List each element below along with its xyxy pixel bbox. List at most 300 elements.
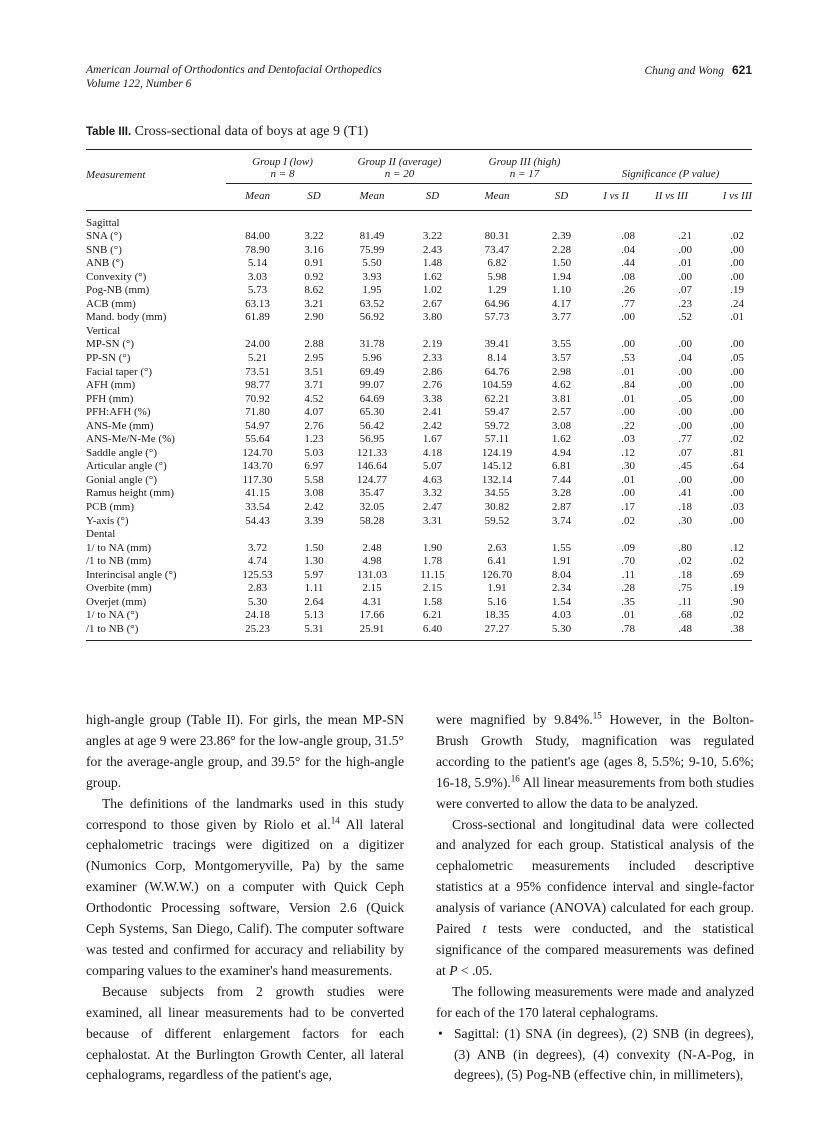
p-value-cell: .00 (621, 311, 636, 324)
value-cell: 98.77 (245, 379, 270, 392)
value-cell: 1.90 (422, 541, 443, 554)
group-header-1: Group I (low) n = 8 (226, 150, 339, 184)
value-cell: 33.54 (245, 501, 270, 514)
value-cell: 4.74 (247, 555, 268, 568)
value-cell: 3.72 (247, 541, 268, 554)
p-value-cell: .07 (678, 284, 693, 297)
p-value-cell: .69 (730, 568, 745, 581)
table-row (86, 379, 752, 393)
section-label: Vertical (86, 324, 121, 337)
value-cell: 7.44 (551, 473, 572, 486)
value-cell: 2.48 (362, 541, 382, 554)
value-cell: 124.19 (481, 446, 513, 459)
row-label: PFH:AFH (%) (86, 406, 151, 419)
value-cell: 71.80 (245, 406, 270, 419)
p-value-cell: .04 (678, 352, 693, 365)
p-value-cell: .00 (730, 392, 745, 405)
value-cell: 1.95 (362, 284, 382, 297)
p-value-cell: .00 (678, 473, 693, 486)
value-cell: 124.70 (242, 446, 273, 459)
table-row (86, 582, 752, 596)
value-cell: 3.55 (551, 338, 572, 351)
p-value-cell: .07 (678, 446, 693, 459)
value-cell: 143.70 (242, 460, 273, 473)
table-row (86, 393, 752, 407)
table-row (86, 433, 752, 447)
running-header-right (645, 63, 752, 78)
sub-header: II vs III (655, 190, 689, 202)
row-label: 1/ to NA (°) (86, 609, 139, 622)
value-cell: 5.03 (304, 446, 324, 459)
value-cell: 61.89 (245, 311, 270, 324)
p-value-cell: .00 (678, 406, 693, 419)
table-row (86, 623, 752, 640)
journal-name: American Journal of Orthodontics and Dentofacial Orthopedics (86, 64, 382, 76)
p-value-cell: .19 (730, 582, 745, 595)
value-cell: 3.51 (304, 365, 324, 378)
value-cell: 59.72 (484, 419, 510, 432)
value-cell: 1.58 (422, 595, 443, 608)
p-value-cell: .00 (678, 338, 693, 351)
value-cell: 2.98 (551, 365, 572, 378)
p-value-cell: .45 (678, 460, 693, 473)
value-cell: 3.80 (422, 311, 443, 324)
p-value-cell: .08 (621, 270, 636, 283)
value-cell: 6.41 (487, 555, 507, 568)
p-value-cell: .35 (621, 595, 636, 608)
value-cell: 3.22 (422, 230, 443, 243)
table-row (86, 487, 752, 501)
value-cell: 2.41 (422, 406, 443, 419)
p-value-cell: .00 (678, 270, 693, 283)
value-cell: 5.07 (422, 460, 443, 473)
value-cell: 63.52 (359, 297, 385, 310)
value-cell: 56.42 (359, 419, 385, 432)
value-cell: 3.57 (551, 352, 572, 365)
p-value-cell: .70 (621, 555, 636, 568)
p-value-cell: .02 (678, 555, 693, 568)
value-cell: 3.31 (422, 514, 443, 527)
value-cell: 78.90 (245, 243, 270, 256)
value-cell: 24.00 (245, 338, 270, 351)
table-row (86, 420, 752, 434)
value-cell: 2.86 (422, 365, 443, 378)
table-row (86, 311, 752, 325)
value-cell: 54.43 (245, 514, 270, 527)
value-cell: 25.23 (245, 622, 270, 635)
value-cell: 3.28 (551, 487, 572, 500)
p-value-cell: .68 (678, 609, 693, 622)
table-row (86, 447, 752, 461)
p-value-cell: .00 (730, 406, 745, 419)
p-value-cell: .09 (621, 541, 636, 554)
value-cell: 64.76 (484, 365, 510, 378)
value-cell: 70.92 (245, 392, 270, 405)
p-value-cell: .19 (730, 284, 745, 297)
table-row (86, 284, 752, 298)
value-cell: 4.94 (551, 446, 572, 459)
value-cell: 2.87 (551, 501, 572, 514)
paragraph: The following measurements were made and analyzed for each of the 170 lateral cephalograms. (436, 983, 754, 1020)
table-row (86, 474, 752, 488)
p-value-cell: .00 (730, 419, 745, 432)
table-title: Cross-sectional data of boys at age 9 (T1) (134, 124, 369, 139)
value-cell: 3.08 (551, 419, 572, 432)
table-row (86, 352, 752, 366)
value-cell: 69.49 (359, 365, 385, 378)
p-value-cell: .00 (730, 379, 745, 392)
value-cell: 132.14 (481, 473, 513, 486)
value-cell: 30.82 (484, 501, 510, 514)
p-value-cell: .00 (621, 338, 636, 351)
section-row (86, 325, 752, 339)
value-cell: 131.03 (356, 568, 388, 581)
value-cell: 4.31 (362, 595, 382, 608)
citation: 14 (330, 815, 340, 825)
value-cell: 4.03 (551, 609, 572, 622)
value-cell: 1.67 (422, 433, 443, 446)
value-cell: 11.15 (420, 568, 445, 581)
value-cell: 3.71 (304, 379, 324, 392)
sub-header-row (86, 184, 752, 211)
value-cell: 1.54 (551, 595, 572, 608)
value-cell: 2.83 (247, 582, 268, 595)
value-cell: 3.03 (247, 270, 268, 283)
value-cell: 2.64 (304, 595, 324, 608)
sub-header: SD (554, 190, 569, 202)
p-value-cell: .00 (678, 243, 693, 256)
row-label: ANS-Me (mm) (86, 419, 154, 432)
value-cell: 5.96 (362, 352, 382, 365)
sub-header: SD (425, 190, 440, 202)
value-cell: 3.21 (304, 297, 324, 310)
value-cell: 4.62 (551, 379, 572, 392)
value-cell: 5.14 (247, 257, 268, 270)
value-cell: 2.42 (304, 501, 324, 514)
value-cell: 39.41 (484, 338, 510, 351)
value-cell: 146.64 (356, 460, 388, 473)
value-cell: 1.23 (304, 433, 324, 446)
value-cell: 35.47 (359, 487, 385, 500)
p-value-cell: .00 (730, 514, 745, 527)
value-cell: 27.27 (484, 622, 510, 635)
value-cell: 5.98 (487, 270, 507, 283)
value-cell: 3.08 (304, 487, 324, 500)
p-value-cell: .30 (621, 460, 636, 473)
value-cell: 2.67 (422, 297, 443, 310)
value-cell: 1.11 (304, 582, 324, 595)
p-value-cell: .26 (621, 284, 636, 297)
page-number: 621 (731, 63, 752, 77)
value-cell: 18.35 (484, 609, 510, 622)
value-cell: 17.66 (359, 609, 385, 622)
p-value-cell: .02 (621, 514, 636, 527)
value-cell: 2.57 (551, 406, 572, 419)
row-label: ACB (mm) (86, 297, 136, 310)
group-header-3: Group III (high) n = 17 (460, 150, 589, 184)
p-value-cell: .01 (730, 311, 745, 324)
p-value-cell: .01 (621, 365, 636, 378)
paragraph: high-angle group (Table II). For girls, the mean MP-SN angles at age 9 were 23.86° for the low-angle group, 31.5° for the average-angle group, and 39.5° for the high-angle group. (86, 712, 404, 790)
value-cell: 55.64 (245, 433, 270, 446)
p-value-cell: .17 (621, 501, 636, 514)
value-cell: 2.95 (304, 352, 324, 365)
table-row (86, 244, 752, 258)
value-cell: 5.30 (551, 622, 572, 635)
p-value-cell: .48 (678, 622, 693, 635)
p-value-cell: .21 (678, 230, 693, 243)
row-label: Facial taper (°) (86, 365, 153, 378)
p-value-cell: .05 (678, 392, 693, 405)
p-value-cell: .02 (730, 230, 745, 243)
value-cell: 25.91 (359, 622, 385, 635)
value-cell: 5.97 (304, 568, 324, 581)
value-cell: 1.55 (551, 541, 572, 554)
p-value-cell: .03 (621, 433, 636, 446)
value-cell: 2.34 (551, 582, 572, 595)
p-value-cell: .52 (678, 311, 693, 324)
p-value-cell: .00 (678, 419, 693, 432)
row-label: 1/ to NA (mm) (86, 541, 152, 554)
value-cell: 5.31 (304, 622, 324, 635)
row-label: Overbite (mm) (86, 582, 152, 595)
sub-header: Mean (484, 190, 510, 202)
value-cell: 124.77 (356, 473, 388, 486)
value-cell: 1.78 (422, 555, 443, 568)
p-value-cell: .01 (621, 473, 636, 486)
value-cell: 1.62 (551, 433, 572, 446)
p-value-cell: .01 (621, 392, 636, 405)
row-label: Pog-NB (mm) (86, 284, 150, 297)
p-value-cell: .03 (730, 501, 745, 514)
value-cell: 6.97 (304, 460, 324, 473)
text-column-right (436, 710, 754, 1086)
value-cell: 5.73 (247, 284, 268, 297)
value-cell: 2.15 (422, 582, 443, 595)
p-value-cell: .01 (621, 609, 636, 622)
value-cell: 2.28 (551, 243, 572, 256)
value-cell: 8.62 (304, 284, 324, 297)
paragraph: Cross-sectional and longitudinal data were collected and analyzed for each group. Statistical analysis of the cephalometric measurements included descriptive statistics at a 95% confidence interval and single-factor analysis of variance (ANOVA) calculated for each group. Paired t tests were conducted, and the statistical significance of the compared measurements was defined at P < .05. (436, 816, 754, 978)
p-value-cell: .12 (621, 446, 636, 459)
p-value-cell: .23 (678, 297, 693, 310)
p-value-cell: .81 (730, 446, 745, 459)
value-cell: 1.91 (551, 555, 572, 568)
value-cell: 126.70 (481, 568, 513, 581)
value-cell: 4.07 (304, 406, 324, 419)
table-row (86, 298, 752, 312)
p-value-cell: .28 (621, 582, 636, 595)
value-cell: 58.28 (359, 514, 385, 527)
journal-volume: Volume 122, Number 6 (86, 78, 192, 90)
measurement-header: Measurement (86, 168, 146, 181)
value-cell: 2.47 (422, 501, 443, 514)
value-cell: 2.76 (422, 379, 443, 392)
value-cell: 2.33 (422, 352, 443, 365)
data-table (86, 149, 752, 641)
value-cell: 6.82 (487, 257, 507, 270)
value-cell: 117.30 (242, 473, 273, 486)
row-label: MP-SN (°) (86, 338, 135, 351)
row-label: PFH (mm) (86, 392, 134, 405)
p-value-cell: .22 (621, 419, 636, 432)
value-cell: 63.13 (245, 297, 270, 310)
section-row (86, 528, 752, 542)
sub-header: Mean (359, 190, 385, 202)
value-cell: 64.96 (484, 297, 510, 310)
p-value-cell: .75 (678, 582, 693, 595)
row-label: Ramus height (mm) (86, 487, 174, 500)
row-label: SNB (°) (86, 243, 122, 256)
group-header-2: Group II (average) n = 20 (339, 150, 460, 184)
p-value-cell: .02 (730, 555, 745, 568)
value-cell: 6.21 (422, 609, 443, 622)
p-value-cell: .08 (621, 230, 636, 243)
p-value-cell: .77 (678, 433, 693, 446)
p-value-cell: .00 (730, 487, 745, 500)
table-row (86, 338, 752, 352)
p-value-cell: .11 (678, 595, 693, 608)
p-value-cell: .80 (678, 541, 693, 554)
table-row (86, 406, 752, 420)
value-cell: 1.29 (487, 284, 507, 297)
value-cell: 3.38 (422, 392, 443, 405)
p-value-cell: .00 (678, 365, 693, 378)
value-cell: 3.74 (551, 514, 572, 527)
significance-header: Significance (P value) (589, 150, 752, 184)
table-row (86, 596, 752, 610)
value-cell: 1.50 (551, 257, 572, 270)
value-cell: 125.53 (242, 568, 273, 581)
p-value-cell: .04 (621, 243, 636, 256)
row-label: /1 to NB (mm) (86, 555, 152, 568)
paragraph: The definitions of the landmarks used in this study correspond to those given by Riolo et al.$^{14}$ All lateral cephalometric tracings were digitized on a digitizer (Numonics Corp, Montgomeryville, Pa) by the same examiner (W.W.W.) on a computer with Quick Ceph Orthodontic Processing software, Version 2.6 (Quick Ceph Systems, San Diego, Calif). The computer software was tested and confirmed for accuracy and reliability by comparing values to the examiner's hand measurements. (86, 795, 404, 978)
authors: Chung and Wong (644, 65, 724, 77)
value-cell: 0.91 (304, 257, 324, 270)
value-cell: 3.39 (304, 514, 324, 527)
value-cell: 145.12 (481, 460, 513, 473)
value-cell: 56.95 (359, 433, 385, 446)
p-value-cell: .53 (621, 352, 636, 365)
value-cell: 104.59 (481, 379, 513, 392)
p-value-cell: .38 (730, 622, 745, 635)
value-cell: 73.47 (484, 243, 510, 256)
value-cell: 31.78 (359, 338, 385, 351)
value-cell: 3.77 (551, 311, 572, 324)
value-cell: 56.92 (359, 311, 385, 324)
value-cell: 2.43 (422, 243, 443, 256)
section-label: Dental (86, 528, 116, 541)
value-cell: 6.81 (551, 460, 572, 473)
value-cell: 2.15 (362, 582, 382, 595)
value-cell: 4.17 (551, 297, 572, 310)
p-value-cell: .00 (678, 379, 693, 392)
p-value-cell: .00 (730, 243, 745, 256)
value-cell: 2.63 (487, 541, 507, 554)
value-cell: 57.73 (484, 311, 510, 324)
p-value-cell: .12 (730, 541, 745, 554)
table-row (86, 366, 752, 380)
value-cell: 2.19 (422, 338, 443, 351)
table-row (86, 230, 752, 244)
value-cell: 3.93 (362, 270, 382, 283)
p-value-cell: .05 (730, 352, 745, 365)
p-value-cell: .00 (621, 406, 636, 419)
value-cell: 1.94 (551, 270, 572, 283)
text-column-left (86, 710, 404, 1086)
value-cell: 80.31 (484, 230, 510, 243)
value-cell: 2.39 (551, 230, 572, 243)
value-cell: 32.05 (359, 501, 385, 514)
value-cell: 41.15 (245, 487, 270, 500)
p-value-cell: .02 (730, 433, 745, 446)
p-value-cell: .30 (678, 514, 693, 527)
p-value-cell: .00 (730, 365, 745, 378)
p-value-cell: .44 (621, 257, 636, 270)
value-cell: 121.33 (356, 446, 388, 459)
table-row (86, 555, 752, 569)
table-row (86, 542, 752, 556)
value-cell: 5.21 (247, 352, 268, 365)
row-label: Gonial angle (°) (86, 473, 157, 486)
value-cell: 57.11 (484, 433, 510, 446)
value-cell: 3.22 (304, 230, 324, 243)
p-value-cell: .00 (730, 270, 745, 283)
value-cell: 1.91 (487, 582, 507, 595)
bullet-icon: • (438, 1025, 443, 1041)
p-value-cell: .78 (621, 622, 636, 635)
sub-header: Mean (244, 190, 271, 202)
value-cell: 0.92 (304, 270, 324, 283)
value-cell: 3.16 (304, 243, 324, 256)
value-cell: 59.47 (484, 406, 510, 419)
value-cell: 1.10 (551, 284, 572, 297)
row-label: /1 to NB (°) (86, 622, 139, 635)
row-label: SNA (°) (86, 230, 122, 243)
bullet-item: • Sagittal: (1) SNA (in degrees), (2) SNB (in degrees), (3) ANB (in degrees), (4) convexity (N-A-Pog, in degrees), (5) Pog-NB (effective chin, in millimeters), (438, 1025, 754, 1083)
value-cell: 54.97 (245, 419, 270, 432)
p-value-cell: .01 (678, 257, 693, 270)
value-cell: 4.18 (422, 446, 443, 459)
paragraph: Because subjects from 2 growth studies were examined, all linear measurements had to be converted because of different enlargement factors for each cephalostat. At the Burlington Growth Center, all lateral cephalograms, regardless of the patient's age, (86, 983, 404, 1083)
value-cell: 64.69 (359, 392, 385, 405)
p-value-cell: .18 (678, 501, 693, 514)
value-cell: 3.32 (422, 487, 443, 500)
value-cell: 59.52 (484, 514, 510, 527)
value-cell: 65.30 (359, 406, 385, 419)
value-cell: 2.88 (304, 338, 324, 351)
p-value-cell: .18 (678, 568, 693, 581)
row-label: PCB (mm) (86, 501, 134, 514)
value-cell: 5.16 (487, 595, 507, 608)
value-cell: 3.81 (551, 392, 572, 405)
p-value-cell: .00 (730, 338, 745, 351)
row-label: Convexity (°) (86, 270, 147, 283)
sub-header: I vs II (603, 190, 629, 202)
table-row (86, 257, 752, 271)
row-label: Articular angle (°) (86, 460, 167, 473)
value-cell: 2.42 (422, 419, 443, 432)
p-value-cell: .90 (730, 595, 745, 608)
p-value-cell: .84 (621, 379, 636, 392)
value-cell: 1.30 (304, 555, 324, 568)
paragraph: were magnified by 9.84%.$^{15}$ However, in the Bolton-Brush Growth Study, magnification was regulated according to the patient's age (ages 8, 5.5%; 9-10, 5.6%; 16-18, 5.9%).$^{16}$ All linear measurements from both studies were converted to allow the data to be analyzed. (436, 710, 754, 811)
table-row (86, 515, 752, 529)
value-cell: 2.90 (304, 311, 324, 324)
value-cell: 8.14 (487, 352, 507, 365)
value-cell: 99.07 (359, 379, 385, 392)
p-value-cell: .00 (730, 257, 745, 270)
